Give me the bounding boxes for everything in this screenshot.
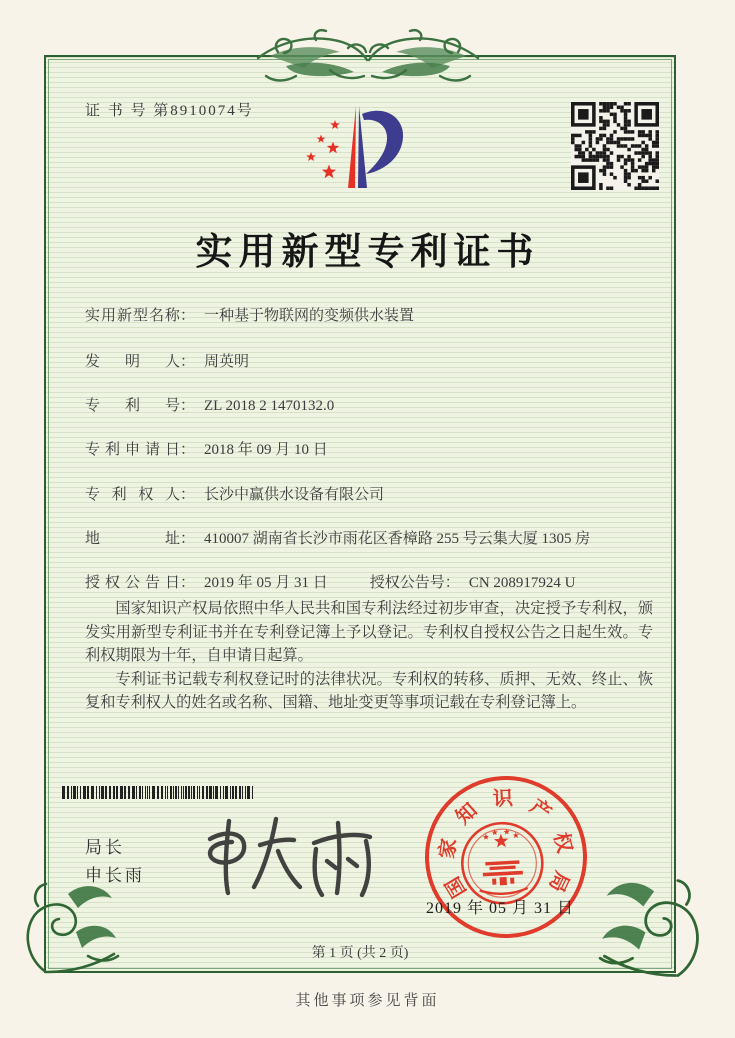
field-colon: ： <box>180 442 196 458</box>
commissioner-name: 申长雨 <box>85 866 145 885</box>
field-label: 专 利 申 请 日 <box>85 442 180 458</box>
svg-text:知: 知 <box>452 799 482 829</box>
bottom-right-flourish-icon <box>598 872 708 982</box>
svg-text:国: 国 <box>441 872 471 902</box>
field-value: 长沙中赢供水设备有限公司 <box>204 487 385 503</box>
commissioner-title: 局长 <box>85 838 125 857</box>
legal-text-block <box>85 597 653 715</box>
field-value: 周英明 <box>204 354 250 370</box>
field-colon: ： <box>180 398 196 414</box>
svg-text:识: 识 <box>492 787 514 811</box>
field-row-patentee <box>85 483 657 504</box>
bottom-left-flourish-icon <box>18 876 120 978</box>
qr-code-icon <box>571 102 659 190</box>
field-label: 授 权 公 告 日 <box>85 575 180 591</box>
seal-date: 2019 年 05 月 31 日 <box>426 900 575 917</box>
field-group-grant-no <box>370 571 576 592</box>
field-row-inventor <box>85 350 657 371</box>
field-colon: ： <box>180 531 196 547</box>
field-row-address <box>85 527 657 548</box>
national-emblem <box>460 821 544 905</box>
barcode-icon <box>62 786 260 799</box>
field-value: 一种基于物联网的变频供水装置 <box>204 308 415 324</box>
field-label: 专 利 权 人 <box>85 487 180 503</box>
certificate-title: 实用新型专利证书 <box>195 232 540 273</box>
page-number: 第 1 页 (共 2 页) <box>311 946 409 961</box>
field-colon: ： <box>180 575 196 591</box>
field-value: 2019 年 05 月 31 日 <box>204 575 328 591</box>
certificate-number: 证 书 号 第8910074号 <box>85 103 254 119</box>
field-colon: ： <box>444 575 460 591</box>
field-value: CN 208917924 U <box>468 575 576 591</box>
field-colon: ： <box>180 354 196 370</box>
field-row-name <box>85 304 657 325</box>
svg-text:权: 权 <box>549 830 576 856</box>
field-row-filing-date <box>85 438 657 459</box>
field-row-grant <box>85 571 657 592</box>
commissioner-signature <box>196 815 396 897</box>
field-value: 2018 年 09 月 10 日 <box>204 442 328 458</box>
back-side-note: 其他事项参见背面 <box>295 993 440 1009</box>
svg-text:局: 局 <box>544 867 573 896</box>
field-value: 410007 湖南省长沙市雨花区香樟路 255 号云集大厦 1305 房 <box>204 531 591 547</box>
field-label: 授权公告号 <box>369 575 445 591</box>
legal-paragraph-1: 国家知识产权局依照中华人民共和国专利法经过初步审查，决定授予专利权，颁发实用新型专利证书并在专利登记簿上予以登记。专利权自授权公告之日起生效。专利权期限为十年，自申请日起算。 <box>85 600 653 665</box>
field-colon: ： <box>180 487 196 503</box>
svg-text:产: 产 <box>525 795 555 826</box>
field-label: 专 利 号 <box>85 398 180 414</box>
top-dragon-ornament-icon <box>256 26 480 88</box>
field-label: 地 址 <box>85 531 180 547</box>
legal-paragraph-2: 专利证书记载专利权登记时的法律状况。专利权的转移、质押、无效、终止、恢复和专利权人的姓名或名称、国籍、地址变更等事项记载在专利登记簿上。 <box>85 670 653 712</box>
field-value: ZL 2018 2 1470132.0 <box>204 398 335 414</box>
field-label: 实 用 新 型 名 称 <box>85 308 180 324</box>
cnipa-logo-icon <box>303 99 411 195</box>
field-colon: ： <box>180 308 196 324</box>
svg-text:家: 家 <box>436 837 461 861</box>
field-label: 发 明 人 <box>85 354 180 370</box>
field-row-patent-no <box>85 394 657 415</box>
